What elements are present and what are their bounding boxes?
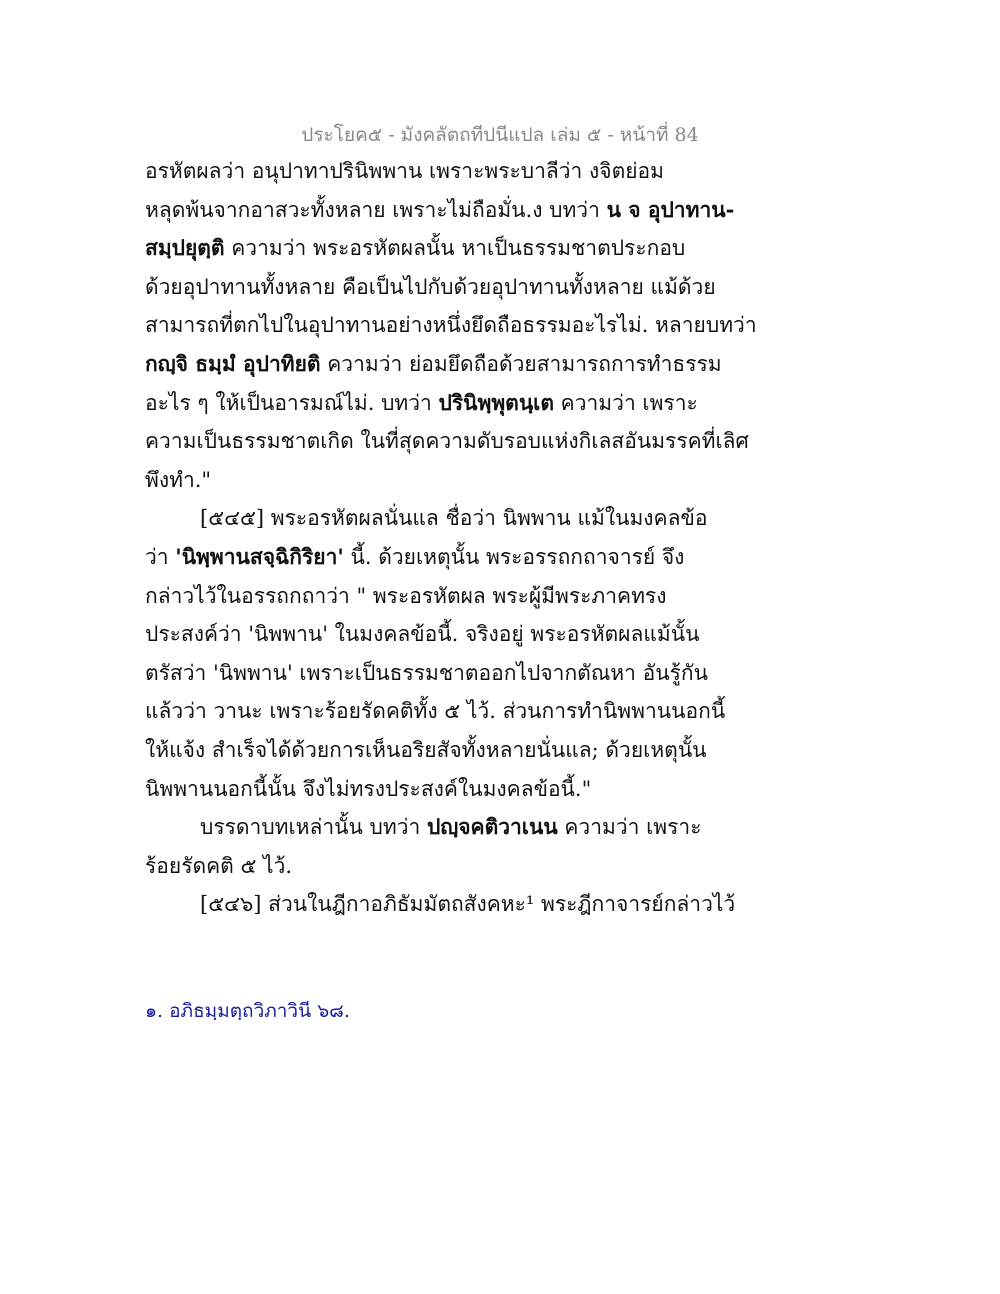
text-segment: หลุดพ้นจากอาสวะทั้งหลาย เพราะไม่ถือมั่น.ง บทว่า bbox=[145, 197, 607, 222]
page-header bbox=[0, 120, 1000, 150]
text-line bbox=[145, 229, 725, 268]
main-text bbox=[145, 152, 757, 924]
text-segment: ด้วยอุปาทานทั้งหลาย คือเป็นไปกับด้วยอุปาทานทั้งหลาย แม้ด้วย bbox=[145, 274, 716, 299]
text-line bbox=[145, 384, 725, 423]
text-line bbox=[145, 615, 725, 654]
text-segment: ร้อยรัดคติ ๕ ไว้. bbox=[145, 853, 293, 878]
bold-term: ปญฺจคติวาเนน bbox=[427, 814, 558, 840]
bold-term: ปรินิพฺพุตนฺเต bbox=[438, 389, 554, 415]
text-line bbox=[145, 306, 757, 345]
text-segment: แล้วว่า วานะ เพราะร้อยรัดคติทั้ง ๕ ไว้. ส่วนการทำนิพพานนอกนี้ bbox=[145, 699, 726, 724]
text-segment: [๕๔๖] ส่วนในฎีกาอภิธัมมัตถสังคหะ¹ พระฎีกาจารย์กล่าวไว้ bbox=[200, 892, 736, 917]
text-segment: อะไร ๆ ให้เป็นอารมณ์ไม่. บทว่า bbox=[145, 390, 439, 415]
text-segment: ตรัสว่า 'นิพพาน' เพราะเป็นธรรมชาตออกไปจากตัณหา อันรู้กัน bbox=[145, 660, 708, 685]
text-segment: [๕๔๕] พระอรหัตผลนั่นแล ชื่อว่า นิพพาน แม้ในมงคลข้อ bbox=[200, 506, 708, 531]
text-segment: พึงทำ." bbox=[145, 467, 212, 492]
text-line bbox=[145, 345, 725, 384]
text-line bbox=[145, 692, 725, 731]
bold-term: กญฺจิ ธมฺมํ อุปาทิยติ bbox=[145, 350, 321, 376]
text-segment: อรหัตผลว่า อนุปาทาปรินิพพาน เพราะพระบาลีว่า งจิตย่อม bbox=[145, 159, 664, 183]
text-segment: ว่า bbox=[145, 544, 176, 569]
text-segment: ให้แจ้ง สำเร็จได้ด้วยการเห็นอริยสัจทั้งหลายนั่นแล; ด้วยเหตุนั้น bbox=[145, 737, 707, 762]
text-line bbox=[145, 770, 725, 809]
text-line bbox=[145, 268, 725, 307]
bold-term: 'นิพฺพานสจฺฉิกิริยา' bbox=[175, 543, 344, 569]
text-line bbox=[145, 538, 725, 577]
text-segment: นิพพานนอกนี้นั้น จึงไม่ทรงประสงค์ในมงคลข้อนี้." bbox=[145, 776, 592, 801]
text-segment: ความว่า เพราะ bbox=[554, 390, 698, 415]
text-line bbox=[145, 847, 725, 886]
footnote bbox=[145, 996, 350, 1026]
text-line bbox=[145, 152, 725, 191]
text-line bbox=[145, 191, 735, 230]
text-segment: ความว่า พระอรหัตผลนั้น หาเป็นธรรมชาตประกอบ bbox=[224, 236, 686, 261]
text-segment: ความว่า เพราะ bbox=[557, 815, 702, 840]
text-segment: ความเป็นธรรมชาตเกิด ในที่สุดความดับรอบแห่งกิเลสอันมรรคที่เลิศ bbox=[145, 429, 749, 454]
text-line bbox=[145, 577, 725, 616]
text-segment: ประสงค์ว่า 'นิพพาน' ในมงคลข้อนี้. จริงอยู่ พระอรหัตผลแม้นั้น bbox=[145, 622, 700, 647]
text-segment: นี้. ด้วยเหตุนั้น พระอรรถกถาจารย์ จึง bbox=[343, 544, 685, 569]
text-line bbox=[145, 808, 725, 847]
footnote-text: ๑. อภิธมฺมตฺถวิภาวินี ๖๘. bbox=[145, 1000, 350, 1022]
text-segment: กล่าวไว้ในอรรถกถาว่า " พระอรหัตผล พระผู้มีพระภาคทรง bbox=[145, 583, 667, 608]
bold-term: สมฺปยุตฺติ bbox=[145, 235, 225, 261]
page-header-text: ประโยค๕ - มังคลัตถทีปนีแปล เล่ม ๕ - หน้าที่ 84 bbox=[301, 124, 699, 146]
text-line bbox=[145, 461, 725, 500]
text-segment: สามารถที่ตกไปในอุปาทานอย่างหนึ่งยึดถือธรรมอะไรไม่. หลายบทว่า bbox=[145, 313, 757, 338]
text-segment: บรรดาบทเหล่านั้น บทว่า bbox=[200, 815, 427, 840]
bold-term: น จ อุปาทาน- bbox=[606, 196, 735, 222]
text-segment: ความว่า ย่อมยึดถือด้วยสามารถการทำธรรม bbox=[320, 351, 722, 376]
text-line bbox=[145, 422, 749, 461]
text-line bbox=[145, 885, 736, 924]
text-line bbox=[145, 654, 725, 693]
text-line bbox=[145, 499, 725, 538]
text-line bbox=[145, 731, 725, 770]
